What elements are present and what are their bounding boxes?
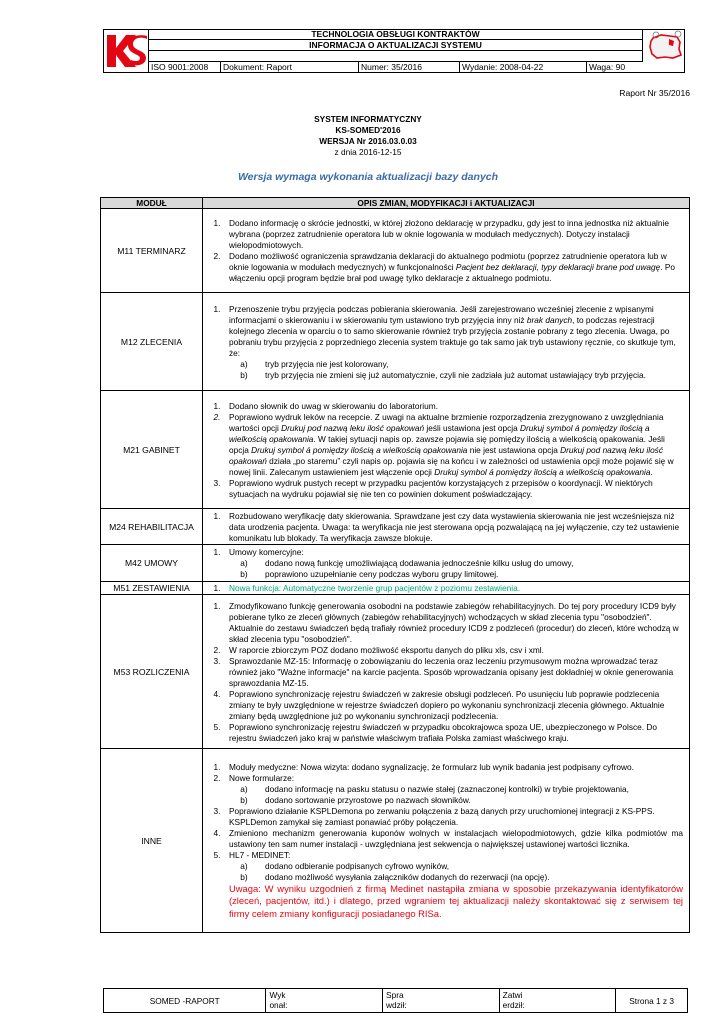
list-item: 3. Poprawiono działanie KSPLDemona po zerwaniu połączenia z bazą danych przy uruchomionej integracji z KS-PPS. KSPLDemon zamykał się zamiast ponawiać próby połączenia. bbox=[213, 806, 655, 828]
table-row bbox=[101, 209, 690, 293]
map-emblem bbox=[642, 29, 685, 62]
document-footer bbox=[103, 988, 688, 1013]
table-row bbox=[101, 391, 690, 509]
iso-label: ISO 9001:2008 bbox=[149, 62, 221, 73]
title-system: SYSTEM INFORMATYCZNY bbox=[314, 114, 422, 124]
header-spacer bbox=[149, 51, 642, 62]
module-name: M51 ZESTAWIENIA bbox=[101, 582, 203, 595]
list-item: 4. Poprawiono synchronizację rejestru świadczeń w zakresie obsługi podzleceń. Po usunięciu lub poprawie podzlecenia zmiany te były uwzględnione w rejestrze świadczeń dopiero po wykonaniu synchronizacji zlecenia głównego. Aktualnie zmiany będą uwzględnione już po wykonaniu synchronizacji podzlecenia. bbox=[213, 688, 665, 721]
footer-checked: Spra wdził: bbox=[383, 989, 500, 1012]
module-description bbox=[203, 509, 690, 545]
list-item: 5. HL7 - MEDINET: a) dodano odbieranie podpisanych cyfrowo wyników, b) dodano możliwość wysyłania załączników dodanych do rezerwacji (na opcję). Uwaga: W wyniku uzgodnień z firmą Medinet nastąpiła zmiana w sposobie przekazywania identyfikatorów (zleceń, pacjentów, itd.) i dlatego, przed wgraniem tej aktualizacji należy skontaktować się z serwisem tej firmy celem zmiany konfiguracji posiadanego RISa. bbox=[213, 850, 683, 919]
report-number: Raport Nr 35/2016 bbox=[619, 88, 690, 98]
module-description bbox=[203, 293, 690, 391]
table-row bbox=[101, 582, 690, 595]
list-item: 2. Dodano możliwość ograniczenia sprawdzania deklaracji do aktualnego podmiotu (poprzez zatrudnienie operatora lub w oknie logowania w modułach medycznych) w funkcjonalności Pacjent bez deklaracji, typy deklaracji brane pod uwagę. Po włączeniu opcji program będzie brał pod uwagę tylko deklaracje z aktualnego podmiotu. bbox=[213, 251, 675, 283]
footer-doc-name: SOMED -RAPORT bbox=[104, 989, 266, 1012]
module-name: INNE bbox=[101, 749, 203, 933]
poland-map-icon bbox=[643, 29, 686, 62]
list-item: 5. Poprawiono synchronizację rejestru świadczeń w przypadku obcokrajowca spoza UE, ubezpieczonego w Polsce. Do rejestru świadczeń jako kraj w państwie właściwym trafiała Polska zamiast właściwego kraju. bbox=[213, 721, 657, 743]
table-row bbox=[101, 545, 690, 582]
table-row bbox=[101, 595, 690, 749]
sub-list-item: b) dodano możliwość wysyłania załączników dodanych do rezerwacji (na opcję). bbox=[240, 872, 550, 883]
list-item: 3. Poprawiono wydruk pustych recept w przypadku pacjentów korzystających z przepisów o koordynacji. W niektórych sytuacjach na wydruku pojawiał się nie ten co powinien dokument poświadczający. bbox=[213, 477, 653, 499]
sub-list-item: b) dodano sortowanie przyrostowe po nazwach słowników. bbox=[240, 795, 471, 806]
footer-approved: Zatwi erdził: bbox=[500, 989, 617, 1012]
table-row bbox=[101, 509, 690, 545]
list-item: 1. Zmodyfikowano funkcję generowania osobodni na podstawie zabiegów rehabilitacyjnych. Do tej pory procedury ICD9 były pobierane tylko ze zleceń głównych (zabiegów rehabilitacyjnych) wchodzących w skład zlecenia typu "osobodzień". Aktualnie do zestawu świadczeń będą trafiały również procedury ICD9 z podzleceń (procedur) do zleceń, które wchodzą w skład zlecenia typu "osobodzień". bbox=[213, 600, 679, 644]
module-name: M53 ROZLICZENIA bbox=[101, 595, 203, 749]
list-item: 3. Sprawozdanie MZ-15: Informację o zobowiązaniu do leczenia oraz leczeniu przymusowym można wprowadzać teraz również jako "Ważne informacje" na karcie pacjenta. Sposób wprowadzania opisany jest dokładniej w oknie generowania sprawozdania MZ-15. bbox=[213, 655, 674, 688]
db-update-warning: Wersja wymaga wykonania aktualizacji bazy danych bbox=[237, 171, 499, 183]
module-name: M11 TERMINARZ bbox=[101, 209, 203, 293]
table-header-row bbox=[101, 198, 690, 209]
header-line1: TECHNOLOGIA OBSŁUGI KONTRAKTÓW bbox=[149, 29, 642, 40]
list-item: 1. Moduły medyczne: Nowa wizyta: dodano sygnalizację, że formularz lub wynik badania jest podpisany cyfrowo. bbox=[213, 762, 634, 773]
sub-list-item: a) tryb przyjęcia nie jest kolorowany, bbox=[240, 358, 389, 369]
document-type: Dokument: Raport bbox=[221, 62, 359, 73]
module-description bbox=[203, 545, 690, 582]
module-name: M21 GABINET bbox=[101, 391, 203, 509]
weight-label: Waga: 90 bbox=[589, 62, 626, 72]
header-line2: INFORMACJA O AKTUALIZACJI SYSTEMU bbox=[149, 40, 642, 51]
table-row bbox=[101, 749, 690, 933]
sub-list-item: b) poprawiono uzupełnianie ceny podczas wyboru grupy limitowej. bbox=[240, 569, 499, 579]
list-item: 2. Nowe formularze: a) dodano informację na pasku statusu o nazwie stałej (zaznaczonej kontrolki) w trybie projektowania, b) dodano sortowanie przyrostowe po nazwach słowników. bbox=[207, 773, 683, 806]
company-logo bbox=[103, 29, 149, 73]
list-item: 2. Poprawiono wydruk leków na recepcie. Z uwagi na aktualne brzmienie rozporządzenia zrezygnowano z uwzględniania wartości opcji Drukuj pod nazwą leku ilość opakowań jeśli ustawiona jest opcja Drukuj symbol á pomiędzy ilością a wielkością opakowania. W takiej sytuacji napis op. zawsze pojawia się pomiędzy ilością a wielkością opakowania. Jeśli opcja Drukuj symbol á pomiędzy ilością a wielkością opakowania nie jest ustawiona opcja Drukuj pod nazwą leku ilość opakowań działa „po staremu” czyli napis op. pojawia się na końcu i w zależności od ustawienia opcji może pojawić się w nowej linii. Zalecanym ustawieniem jest włączenie opcji Drukuj symbol á pomiędzy ilością a wielkością opakowania. bbox=[213, 411, 674, 477]
title-product: KS-SOMED'2016 bbox=[335, 125, 401, 135]
table-row bbox=[101, 293, 690, 391]
title-version: WERSJA Nr 2016.03.0.03 bbox=[319, 136, 417, 146]
module-description bbox=[203, 582, 690, 595]
module-name: M12 ZLECENIA bbox=[101, 293, 203, 391]
header-meta-row bbox=[149, 62, 685, 73]
module-name: M24 REHABILITACJA bbox=[101, 509, 203, 545]
sub-list-item: b) tryb przyjęcia nie zmieni się już automatycznie, czyli nie zadziała już automat ustawiający tryb przyjęcia. bbox=[240, 369, 646, 380]
list-item: 1. Dodano informację o skrócie jednostki, w której złożono deklarację w przypadku, gdy jest to inna jednostka niż aktualnie wybrana (poprzez zatrudnienie operatora lub w oknie logowania w modułach medycznych). Dotyczy instalacji wielopodmiotowych. bbox=[213, 218, 669, 250]
sub-list-item: a) dodano odbieranie podpisanych cyfrowo wyników, bbox=[240, 861, 450, 872]
list-item: 1. Nowa funkcja: Automatyczne tworzenie grup pacjentów z poziomu zestawienia. bbox=[213, 583, 521, 593]
list-item: 2. W raporcie zbiorczym POZ dodano możliwość eksportu danych do pliku xls, csv i xml. bbox=[213, 644, 544, 655]
list-item: 1. Dodano słownik do uwag w skierowaniu do laboratorium. bbox=[213, 400, 438, 411]
module-description bbox=[203, 391, 690, 509]
issue-date: Wydanie: 2008-04-22 bbox=[460, 62, 587, 73]
module-description bbox=[203, 749, 690, 933]
title-date: z dnia 2016-12-15 bbox=[334, 147, 402, 157]
module-description bbox=[203, 595, 690, 749]
ks-logo-icon bbox=[103, 29, 149, 73]
module-description bbox=[203, 209, 690, 293]
list-item: 1. Umowy komercyjne: a) dodano nową funkcję umożliwiającą dodawania jednocześnie kilku usług do umowy, b) poprawiono uzupełnianie ceny podczas wyboru grupy limitowej. bbox=[207, 547, 683, 580]
column-module: MODUŁ bbox=[101, 198, 203, 209]
page-number: Strona 1 z 3 bbox=[629, 995, 675, 1006]
medinet-warning: Uwaga: W wyniku uzgodnień z firmą Medinet nastąpiła zmiana w sposobie przekazywania identyfikatorów (zleceń, pacjentów, itd.) i dlatego, przed wgraniem tej aktualizacji należy skontaktować się z serwisem tej firmy celem zmiany konfiguracji posiadanego RISa. bbox=[229, 883, 683, 919]
sub-list-item: a) dodano informację na pasku statusu o nazwie stałej (zaznaczonej kontrolki) w trybie projektowania, bbox=[240, 784, 629, 795]
list-item: 1. Rozbudowano weryfikację daty skierowania. Sprawdzane jest czy data wystawienia skierowania nie jest wcześniejsza niż data urodzenia pacjenta. Uwaga: ta weryfikacja nie jest sterowana opcją pozwalającą na jej wyłączenie, czy też ustawienie komunikatu lub blokady. Ta weryfikacja zawsze blokuje. bbox=[213, 510, 680, 543]
document-number: Numer: 35/2016 bbox=[359, 62, 460, 73]
footer-prepared: Wyk onał: bbox=[266, 989, 383, 1012]
column-description: OPIS ZMIAN, MODYFIKACJI i AKTUALIZACJI bbox=[203, 198, 690, 209]
list-item: 4. Zmieniono mechanizm generowania kuponów wolnych w instalacjach wielopodmiotowych, gdzie kilka podmiotów ma ustawiony ten sam numer instalacji - uwzględniana jest sekwencja o największej ustawionej wartości licznika. bbox=[213, 828, 683, 850]
module-name: M42 UMOWY bbox=[101, 545, 203, 582]
changes-table bbox=[100, 197, 690, 933]
sub-list-item: a) dodano nową funkcję umożliwiającą dodawania jednocześnie kilku usług do umowy, bbox=[240, 558, 574, 568]
list-item: 1. Przenoszenie trybu przyjęcia podczas pobierania skierowania. Jeśli zarejestrowano wcześniej zlecenie z wpisanymi informacjami o skierowaniu i w skierowaniu tym ustawiono tryb przyjęcia inny niż brak danych, to podczas rejestracji kolejnego zlecenia w oparciu o to samo skierowanie również tryb przyjęcia zostanie pobrany z tego zlecenia. Uwaga, po pobraniu trybu przyjęcia z poprzedniego zlecenia system traktuje go tak samo jak tryb ustawiony ręcznie, co skutkuje tym, że: a) tryb przyjęcia nie jest kolorowany, b) tryb przyjęcia nie zmieni się już automatycznie, czyli nie zadziała już automat ustawiający tryb przyjęcia. bbox=[207, 304, 683, 381]
